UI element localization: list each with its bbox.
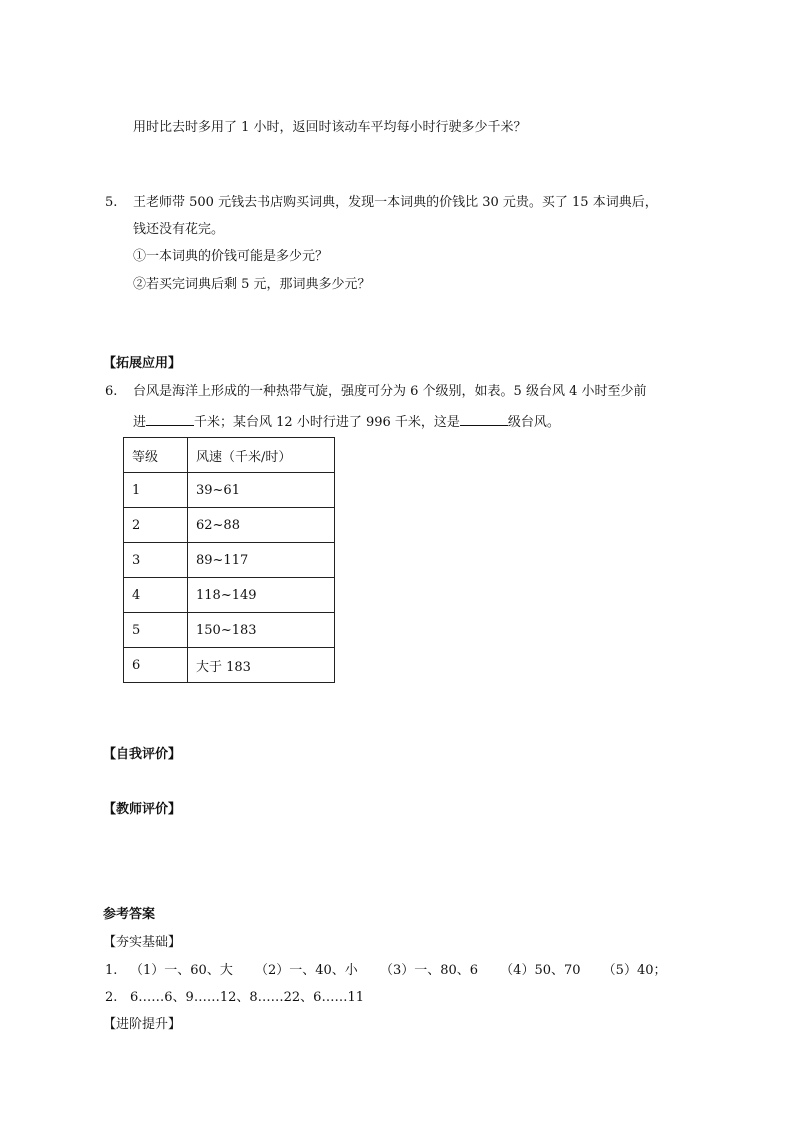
table-cell: 4 <box>124 578 188 613</box>
q6-line2-c: 级台风。 <box>507 415 560 430</box>
table-cell: 62~88 <box>188 508 335 543</box>
section-self-heading: 【自我评价】 <box>103 747 182 762</box>
table-row <box>124 473 335 508</box>
answer-blank-2 <box>460 411 508 426</box>
answer-1-part: （5）40； <box>602 963 667 978</box>
q6-line2-b: 千米；某台风 12 小时行进了 996 千米，这是 <box>194 415 460 430</box>
table-cell: 89~117 <box>188 543 335 578</box>
table-row <box>124 543 335 578</box>
answers-basic-heading: 【夯实基础】 <box>103 935 182 950</box>
answer-2-number: 2. <box>105 990 118 1005</box>
answer-2: 6……6、9……12、8……22、6……11 <box>130 990 364 1005</box>
table-cell: 5 <box>124 613 188 648</box>
q6-number: 6. <box>105 384 118 399</box>
answer-1-part: （2）一、40、小 <box>254 963 358 978</box>
table-header-row <box>124 438 335 473</box>
q5-line1: 王老师带 500 元钱去书店购买词典，发现一本词典的价钱比 30 元贵。买了 15 本词典后， <box>133 195 658 210</box>
answers-title: 参考答案 <box>103 907 156 922</box>
table-cell: 150~183 <box>188 613 335 648</box>
table-cell: 118~149 <box>188 578 335 613</box>
answers-advanced-heading: 【进阶提升】 <box>103 1017 182 1032</box>
table-row <box>124 508 335 543</box>
q6-line2 <box>133 411 560 432</box>
q6-line1: 台风是海洋上形成的一种热带气旋，强度可分为 6 个级别，如表。5 级台风 4 小时至少前 <box>133 384 647 399</box>
q5-number: 5. <box>105 195 118 210</box>
table-row <box>124 578 335 613</box>
answer-blank-1 <box>146 411 194 426</box>
section-teacher-heading: 【教师评价】 <box>103 802 182 817</box>
table-header-cell: 等级 <box>124 438 188 473</box>
table-cell: 3 <box>124 543 188 578</box>
answer-1-part: （4）50、70 <box>500 963 581 978</box>
answer-1-number: 1. <box>105 963 118 978</box>
q6-line2-a: 进 <box>133 415 147 430</box>
section-extend-heading: 【拓展应用】 <box>103 356 182 371</box>
answer-1 <box>130 962 685 980</box>
table-row <box>124 648 335 683</box>
typhoon-level-table <box>123 437 335 683</box>
answer-1-part: （3）一、80、6 <box>379 963 479 978</box>
table-cell: 6 <box>124 648 188 683</box>
q5-sub1: ①一本词典的价钱可能是多少元？ <box>133 249 329 264</box>
q5-sub2: ②若买完词典后剩 5 元，那词典多少元？ <box>133 277 371 292</box>
table-cell: 1 <box>124 473 188 508</box>
q4-continuation: 用时比去时多用了 1 小时，返回时该动车平均每小时行驶多少千米？ <box>133 120 527 135</box>
table-cell: 2 <box>124 508 188 543</box>
q5-line2: 钱还没有花完。 <box>133 222 225 237</box>
table-row <box>124 613 335 648</box>
table-cell: 39~61 <box>188 473 335 508</box>
table-cell: 大于 183 <box>188 648 335 683</box>
answer-1-part: （1）一、60、大 <box>130 963 233 978</box>
table-header-cell: 风速（千米/时） <box>188 438 335 473</box>
